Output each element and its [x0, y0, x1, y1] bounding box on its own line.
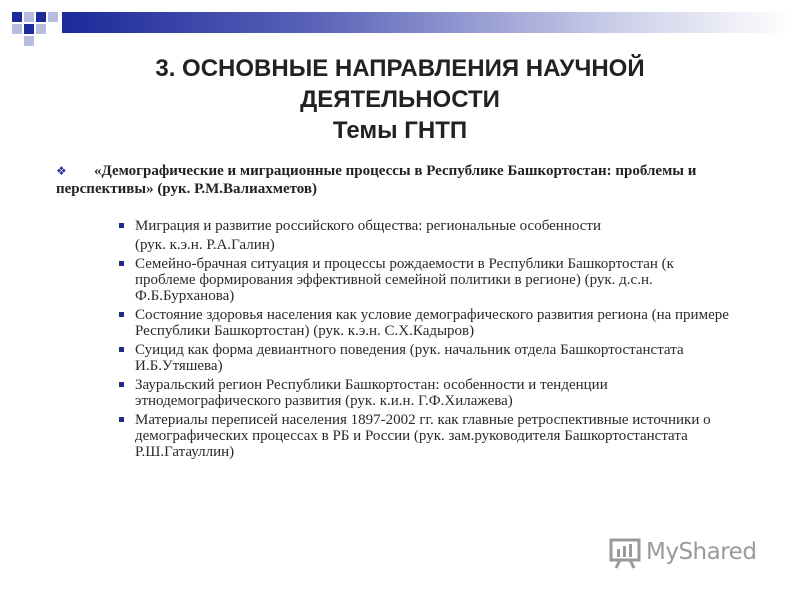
watermark-logo	[608, 536, 778, 572]
list-item-text: Зауральский регион Республики Башкортостан: особенности и тенденции этнодемографического развития (рук. к.и.н. Г.Ф.Хилажева)	[135, 377, 608, 409]
subtitle: Темы ГНТП	[332, 117, 468, 144]
decor-square	[24, 24, 34, 34]
square-bullet-icon	[119, 312, 124, 317]
list-item-text: Миграция и развитие российского общества: региональные особенности	[135, 218, 601, 234]
list-item-text: Суицид как форма девиантного поведения (рук. начальник отдела Башкортостанстата И.Б.Утяшева)	[135, 342, 684, 374]
topic-list	[118, 218, 738, 463]
list-item	[118, 256, 738, 304]
square-bullet-icon	[119, 347, 124, 352]
list-item-text: (рук. к.э.н. Р.А.Галин)	[135, 237, 275, 253]
title-line: ДЕЯТЕЛЬНОСТИ	[300, 86, 500, 113]
square-bullet-icon	[119, 223, 124, 228]
decor-square	[24, 36, 34, 46]
watermark-text: MyShared	[646, 539, 757, 565]
square-bullet-icon	[119, 417, 124, 422]
decor-square	[48, 12, 58, 22]
square-bullet-icon	[119, 382, 124, 387]
decor-square	[36, 12, 46, 22]
list-item	[118, 218, 738, 234]
list-item	[118, 342, 738, 374]
decor-square	[12, 12, 22, 22]
list-item	[118, 412, 738, 460]
list-item-text: Состояние здоровья населения как условие демографического развития региона (на примере Республики Башкортостан) (рук. к.э.н. С.Х.Кадыров)	[135, 307, 729, 339]
list-item	[118, 307, 738, 339]
list-item-text: Материалы переписей населения 1897-2002 гг. как главные ретроспективные источники о демографических процессах в РБ и России (рук. зам.руководителя Башкортостанстата Р.Ш.Гатауллин)	[135, 412, 711, 460]
decor-square	[24, 12, 34, 22]
main-topic	[56, 162, 756, 198]
square-bullet-icon	[119, 261, 124, 266]
decor-square	[36, 24, 46, 34]
main-topic-text: «Демографические и миграционные процессы в Республике Башкортостан: проблемы и перспективы» (рук. Р.М.Валиахметов)	[56, 163, 697, 197]
title-line: 3. ОСНОВНЫЕ НАПРАВЛЕНИЯ НАУЧНОЙ	[155, 55, 645, 82]
list-item	[118, 237, 738, 253]
header-gradient-bar	[62, 12, 792, 33]
list-item-text: Семейно-брачная ситуация и процессы рождаемости в Республики Башкортостан (к проблеме формирования эффективной семейной политики в регионе) (рук. д.с.н. Ф.Б.Бурханова)	[135, 256, 674, 304]
decor-square	[12, 24, 22, 34]
slide-title	[60, 53, 740, 146]
diamond-bullet-icon: ❖	[56, 164, 67, 178]
presentation-board-icon	[608, 536, 642, 570]
list-item	[118, 377, 738, 409]
